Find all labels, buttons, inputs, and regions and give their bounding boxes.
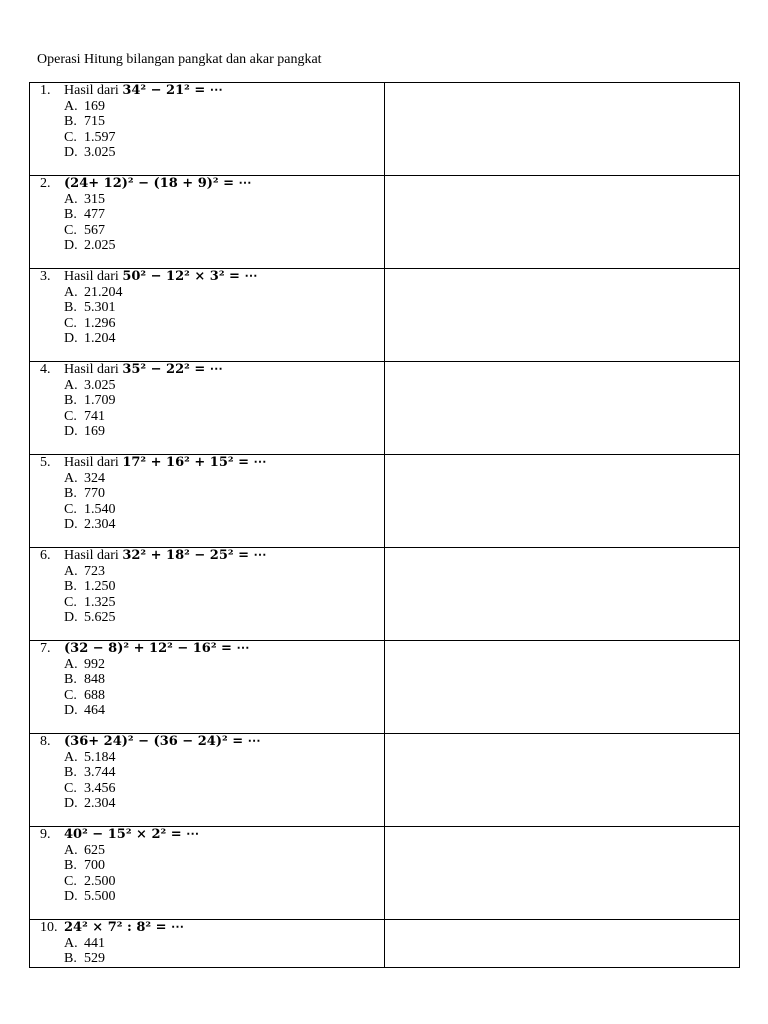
option-value: 5.625 xyxy=(84,610,116,626)
option-item xyxy=(64,424,384,440)
option-value: 529 xyxy=(84,951,105,967)
option-value: 1.709 xyxy=(84,393,116,409)
option-value: 169 xyxy=(84,424,105,440)
question-cell xyxy=(30,827,385,920)
question-text xyxy=(64,269,257,285)
question-block xyxy=(30,362,384,440)
option-value: 567 xyxy=(84,222,105,238)
option-value: 715 xyxy=(84,114,105,130)
question-text xyxy=(64,734,261,750)
option-value: 5.184 xyxy=(84,749,116,765)
option-item xyxy=(64,378,384,394)
question-stem xyxy=(30,455,384,471)
option-value: 477 xyxy=(84,207,105,223)
question-number: 6. xyxy=(40,548,51,563)
question-expression: (36+ 24)² − (36 − 24)² = ⋯ xyxy=(64,734,261,749)
option-value: 1.540 xyxy=(84,501,116,517)
option-label: C. xyxy=(64,408,77,424)
question-number: 5. xyxy=(40,455,51,470)
option-value: 2.025 xyxy=(84,238,116,254)
option-item xyxy=(64,502,384,518)
question-number: 2. xyxy=(40,176,51,191)
option-item xyxy=(64,99,384,115)
option-label: C. xyxy=(64,687,77,703)
option-label: C. xyxy=(64,873,77,889)
option-value: 2.304 xyxy=(84,796,116,812)
option-value: 1.250 xyxy=(84,579,116,595)
question-number: 10. xyxy=(40,920,58,935)
option-item xyxy=(64,130,384,146)
option-list xyxy=(30,378,384,440)
option-label: A. xyxy=(64,470,78,486)
question-expression: 50² − 12² × 3² = ⋯ xyxy=(122,269,258,284)
option-value: 770 xyxy=(84,486,105,502)
page-title: Operasi Hitung bilangan pangkat dan akar pangkat xyxy=(37,52,322,67)
option-item xyxy=(64,781,384,797)
option-label: B. xyxy=(64,486,77,502)
question-text xyxy=(64,641,249,657)
question-cell xyxy=(30,362,385,455)
option-list xyxy=(30,936,384,967)
answer-cell xyxy=(385,362,740,455)
question-block xyxy=(30,176,384,254)
option-list xyxy=(30,471,384,533)
answer-cell xyxy=(385,641,740,734)
option-value: 992 xyxy=(84,656,105,672)
question-row xyxy=(30,176,740,269)
option-item xyxy=(64,238,384,254)
option-item xyxy=(64,471,384,487)
question-stem xyxy=(30,920,384,936)
option-label: D. xyxy=(64,145,78,161)
question-cell xyxy=(30,641,385,734)
option-item xyxy=(64,300,384,316)
question-prefix: Hasil dari xyxy=(64,362,123,377)
question-cell xyxy=(30,176,385,269)
question-text xyxy=(64,455,267,471)
option-value: 2.500 xyxy=(84,873,116,889)
question-number: 9. xyxy=(40,827,51,842)
option-label: A. xyxy=(64,191,78,207)
option-label: B. xyxy=(64,951,77,967)
option-value: 1.204 xyxy=(84,331,116,347)
question-block xyxy=(30,920,384,967)
question-stem xyxy=(30,176,384,192)
option-item xyxy=(64,517,384,533)
question-stem xyxy=(30,641,384,657)
option-list xyxy=(30,750,384,812)
option-label: D. xyxy=(64,331,78,347)
option-item xyxy=(64,409,384,425)
option-item xyxy=(64,874,384,890)
question-expression: 34² − 21² = ⋯ xyxy=(122,83,223,98)
option-item xyxy=(64,145,384,161)
option-item xyxy=(64,672,384,688)
option-label: B. xyxy=(64,858,77,874)
question-text xyxy=(64,548,267,564)
question-stem xyxy=(30,548,384,564)
question-stem xyxy=(30,269,384,285)
option-item xyxy=(64,936,384,952)
question-cell xyxy=(30,920,385,968)
question-expression: 32² + 18² − 25² = ⋯ xyxy=(122,548,267,563)
question-number: 7. xyxy=(40,641,51,656)
question-block xyxy=(30,734,384,812)
option-item xyxy=(64,750,384,766)
option-value: 625 xyxy=(84,842,105,858)
option-value: 2.304 xyxy=(84,517,116,533)
answer-cell xyxy=(385,734,740,827)
option-item xyxy=(64,207,384,223)
question-cell xyxy=(30,548,385,641)
question-row xyxy=(30,269,740,362)
answer-cell xyxy=(385,920,740,968)
option-value: 21.204 xyxy=(84,284,123,300)
answer-cell xyxy=(385,827,740,920)
question-expression: 35² − 22² = ⋯ xyxy=(122,362,223,377)
question-table xyxy=(29,82,740,968)
question-expression: 40² − 15² × 2² = ⋯ xyxy=(64,827,200,842)
option-label: C. xyxy=(64,780,77,796)
option-label: A. xyxy=(64,284,78,300)
question-row xyxy=(30,920,740,968)
option-value: 1.325 xyxy=(84,594,116,610)
question-number: 8. xyxy=(40,734,51,749)
option-value: 5.500 xyxy=(84,889,116,905)
option-label: B. xyxy=(64,207,77,223)
question-stem xyxy=(30,827,384,843)
question-expression: 17² + 16² + 15² = ⋯ xyxy=(122,455,267,470)
option-label: B. xyxy=(64,579,77,595)
option-value: 741 xyxy=(84,408,105,424)
option-item xyxy=(64,114,384,130)
option-value: 1.597 xyxy=(84,129,116,145)
option-label: C. xyxy=(64,315,77,331)
question-block xyxy=(30,269,384,347)
option-item xyxy=(64,192,384,208)
question-stem xyxy=(30,362,384,378)
option-value: 169 xyxy=(84,98,105,114)
option-value: 5.301 xyxy=(84,300,116,316)
option-label: D. xyxy=(64,517,78,533)
question-text xyxy=(64,827,199,843)
option-item xyxy=(64,688,384,704)
answer-cell xyxy=(385,176,740,269)
option-item xyxy=(64,564,384,580)
question-block xyxy=(30,641,384,719)
question-row xyxy=(30,83,740,176)
question-text xyxy=(64,83,223,99)
option-item xyxy=(64,331,384,347)
option-label: A. xyxy=(64,935,78,951)
question-block xyxy=(30,827,384,905)
question-row xyxy=(30,827,740,920)
question-text xyxy=(64,176,252,192)
question-prefix: Hasil dari xyxy=(64,83,123,98)
question-text xyxy=(64,920,184,936)
answer-cell xyxy=(385,455,740,548)
option-item xyxy=(64,858,384,874)
option-item xyxy=(64,951,384,967)
question-expression: (24+ 12)² − (18 + 9)² = ⋯ xyxy=(64,176,252,191)
option-item xyxy=(64,610,384,626)
question-cell xyxy=(30,83,385,176)
option-label: B. xyxy=(64,672,77,688)
option-label: A. xyxy=(64,749,78,765)
question-stem xyxy=(30,734,384,750)
option-value: 315 xyxy=(84,191,105,207)
question-number: 1. xyxy=(40,83,51,98)
option-item xyxy=(64,316,384,332)
question-row xyxy=(30,641,740,734)
option-value: 3.744 xyxy=(84,765,116,781)
option-list xyxy=(30,843,384,905)
option-value: 3.025 xyxy=(84,377,116,393)
option-list xyxy=(30,285,384,347)
option-item xyxy=(64,393,384,409)
option-label: A. xyxy=(64,656,78,672)
option-value: 464 xyxy=(84,703,105,719)
question-expression: (32 − 8)² + 12² − 16² = ⋯ xyxy=(64,641,250,656)
option-label: C. xyxy=(64,594,77,610)
question-text xyxy=(64,362,223,378)
question-row xyxy=(30,734,740,827)
option-list xyxy=(30,192,384,254)
question-table-body xyxy=(30,83,740,968)
question-number: 4. xyxy=(40,362,51,377)
question-number: 3. xyxy=(40,269,51,284)
option-item xyxy=(64,223,384,239)
option-label: D. xyxy=(64,796,78,812)
option-label: B. xyxy=(64,300,77,316)
option-label: D. xyxy=(64,703,78,719)
option-label: A. xyxy=(64,563,78,579)
answer-cell xyxy=(385,269,740,362)
option-value: 324 xyxy=(84,470,105,486)
option-label: A. xyxy=(64,842,78,858)
option-value: 3.025 xyxy=(84,145,116,161)
option-label: B. xyxy=(64,114,77,130)
question-prefix: Hasil dari xyxy=(64,548,123,563)
question-block xyxy=(30,548,384,626)
option-list xyxy=(30,564,384,626)
option-label: A. xyxy=(64,377,78,393)
question-row xyxy=(30,548,740,641)
option-list xyxy=(30,99,384,161)
option-item xyxy=(64,796,384,812)
question-prefix: Hasil dari xyxy=(64,269,123,284)
option-item xyxy=(64,285,384,301)
option-value: 688 xyxy=(84,687,105,703)
option-label: D. xyxy=(64,238,78,254)
option-item xyxy=(64,843,384,859)
question-row xyxy=(30,362,740,455)
question-cell xyxy=(30,734,385,827)
option-label: A. xyxy=(64,98,78,114)
option-value: 723 xyxy=(84,563,105,579)
answer-cell xyxy=(385,83,740,176)
option-item xyxy=(64,765,384,781)
question-block xyxy=(30,455,384,533)
option-label: D. xyxy=(64,424,78,440)
option-item xyxy=(64,486,384,502)
answer-cell xyxy=(385,548,740,641)
option-label: B. xyxy=(64,765,77,781)
option-label: C. xyxy=(64,501,77,517)
option-value: 848 xyxy=(84,672,105,688)
option-label: C. xyxy=(64,129,77,145)
question-block xyxy=(30,83,384,161)
option-item xyxy=(64,595,384,611)
option-list xyxy=(30,657,384,719)
question-prefix: Hasil dari xyxy=(64,455,123,470)
option-value: 1.296 xyxy=(84,315,116,331)
question-expression: 24² × 7² : 8² = ⋯ xyxy=(64,920,185,935)
option-label: D. xyxy=(64,889,78,905)
question-stem xyxy=(30,83,384,99)
option-label: C. xyxy=(64,222,77,238)
option-item xyxy=(64,889,384,905)
option-item xyxy=(64,703,384,719)
question-cell xyxy=(30,269,385,362)
option-item xyxy=(64,579,384,595)
question-row xyxy=(30,455,740,548)
option-value: 700 xyxy=(84,858,105,874)
option-item xyxy=(64,657,384,673)
option-label: B. xyxy=(64,393,77,409)
option-value: 3.456 xyxy=(84,780,116,796)
option-value: 441 xyxy=(84,935,105,951)
question-cell xyxy=(30,455,385,548)
option-label: D. xyxy=(64,610,78,626)
